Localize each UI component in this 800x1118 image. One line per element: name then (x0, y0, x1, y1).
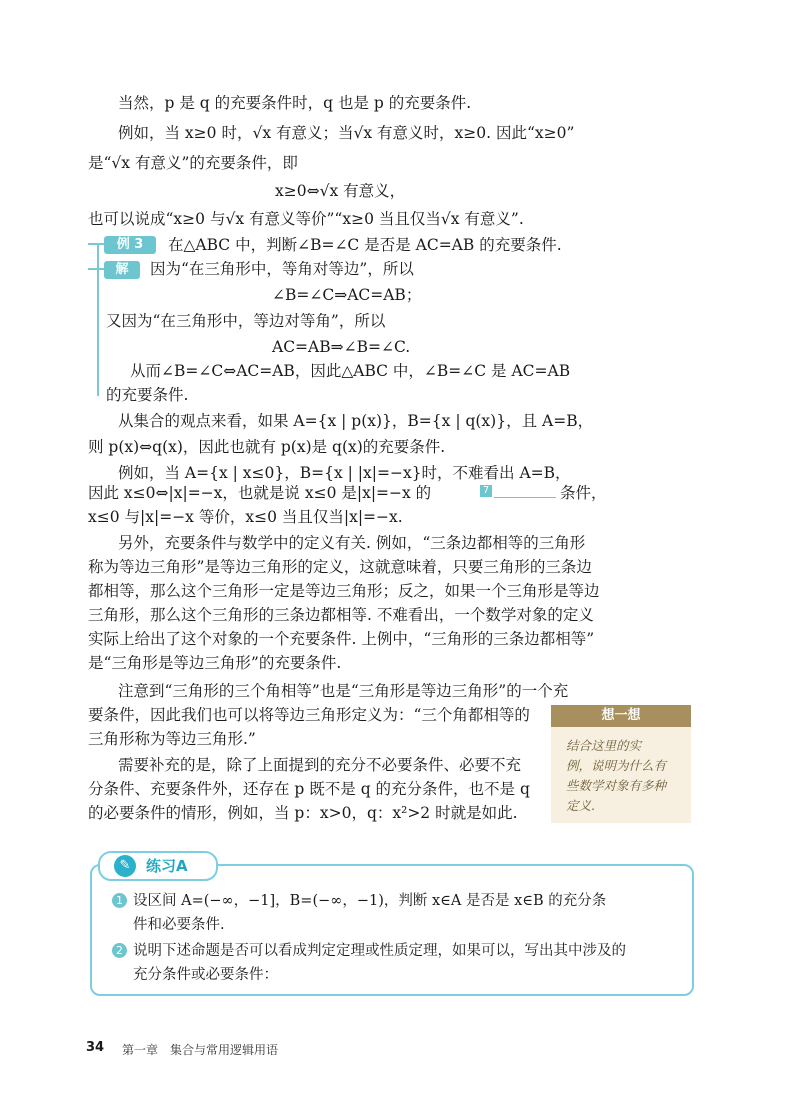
text-line: 因此 x≤0⇔|x|=−x，也就是说 x≤0 是|x|=−x 的 (88, 484, 432, 502)
exercise-text: 件和必要条件. (133, 917, 225, 933)
text-line: 例如，当 A={x | x≤0}，B={x | |x|=−x}时，不难看出 A=B， (118, 464, 571, 482)
text-line: 例如，当 x≥0 时，√x 有意义；当√x 有意义时，x≥0. 因此“x≥0” (118, 124, 575, 142)
text-line: 注意到“三角形的三个角相等”也是“三角形是等边三角形”的一个充 (118, 682, 569, 700)
exercise-text: 说明下述命题是否可以看成判定定理或性质定理，如果可以，写出其中涉及的 (133, 943, 626, 959)
text-line: 需要补充的是，除了上面提到的充分不必要条件、必要不充 (118, 756, 522, 774)
formula-line: x≥0⇔√x 有意义， (275, 182, 406, 200)
page-number: 34 (86, 1040, 105, 1055)
exercise-text: 充分条件或必要条件： (133, 967, 278, 983)
text-line: x≤0 与|x|=−x 等价，x≤0 当且仅当|x|=−x. (88, 508, 403, 526)
solution-line: 因为“在三角形中，等角对等边”，所以 (150, 260, 414, 278)
solution-line: 从而∠B=∠C⇔AC=AB，因此△ABC 中，∠B=∠C 是 AC=AB (130, 362, 571, 380)
example-question: 在△ABC 中，判断∠B=∠C 是否是 AC=AB 的充要条件. (168, 236, 562, 254)
text-line: 分条件、充要条件外，还存在 p 既不是 q 的充分条件，也不是 q (88, 780, 530, 798)
side-note-line: 例，说明为什么有 (566, 758, 667, 773)
item-number-badge: 1 (112, 893, 127, 908)
text-line: 则 p(x)⇔q(x)，因此也就有 p(x)是 q(x)的充要条件. (88, 438, 446, 456)
solution-formula: AC=AB⇒∠B=∠C. (272, 338, 411, 356)
text-line: 从集合的观点来看，如果 A={x | p(x)}，B={x | q(x)}，且 A=B， (118, 412, 594, 430)
exercise-text: 设区间 A=(−∞，−1]，B=(−∞，−1)，判断 x∈A 是否是 x∈B 的充分条 (133, 893, 607, 909)
fill-blank[interactable] (494, 497, 556, 498)
text-line: 要条件，因此我们也可以将等边三角形定义为：“三个角都相等的 (88, 706, 530, 724)
side-note-line: 定义. (566, 798, 595, 813)
exercise-item (112, 940, 626, 962)
text-line: 称为等边三角形”是等边三角形的定义，这就意味着，只要三角形的三条边 (88, 558, 592, 576)
side-note-line: 结合这里的实 (566, 738, 642, 753)
text-line: 也可以说成“x≥0 与√x 有意义等价”“x≥0 当且仅当√x 有意义”. (88, 210, 524, 228)
example-bracket (97, 243, 99, 396)
solution-tag: 解 (104, 261, 140, 279)
solution-formula: ∠B=∠C⇒AC=AB； (272, 286, 422, 304)
text-line: 是“三角形是等边三角形”的充要条件. (88, 654, 342, 672)
text-line: 条件， (560, 484, 607, 502)
example-tag: 例 3 (104, 236, 156, 254)
text-line: 另外，充要条件与数学中的定义有关. 例如，“三条边都相等的三角形 (118, 534, 586, 552)
text-line: 三角形称为等边三角形.” (88, 730, 256, 748)
chapter-title: 第一章 集合与常用逻辑用语 (122, 1043, 279, 1057)
exercise-item (112, 890, 606, 912)
text-line: 的必要条件的情形，例如，当 p：x>0，q：x²>2 时就是如此. (88, 804, 518, 822)
item-number-badge: 2 (112, 943, 127, 958)
side-note-title: 想一想 (551, 705, 691, 727)
text-line: 是“√x 有意义”的充要条件，即 (88, 154, 298, 172)
pencil-icon: ✎ (114, 855, 136, 877)
exercise-title: 练习A (146, 857, 188, 875)
side-note-line: 些数学对象有多种 (566, 778, 667, 793)
blank-number-badge: 7 (480, 485, 492, 497)
solution-line: 的充要条件. (106, 386, 189, 404)
text-line: 三角形，那么这个三角形的三条边都相等. 不难看出，一个数学对象的定义 (88, 606, 594, 624)
text-line: 实际上给出了这个对象的一个充要条件. 上例中，“三角形的三条边都相等” (88, 630, 595, 648)
solution-line: 又因为“在三角形中，等边对等角”，所以 (106, 312, 386, 330)
text-line: 都相等，那么这个三角形一定是等边三角形；反之，如果一个三角形是等边 (88, 582, 600, 600)
text-line: 当然，p 是 q 的充要条件时，q 也是 p 的充要条件. (118, 94, 472, 112)
